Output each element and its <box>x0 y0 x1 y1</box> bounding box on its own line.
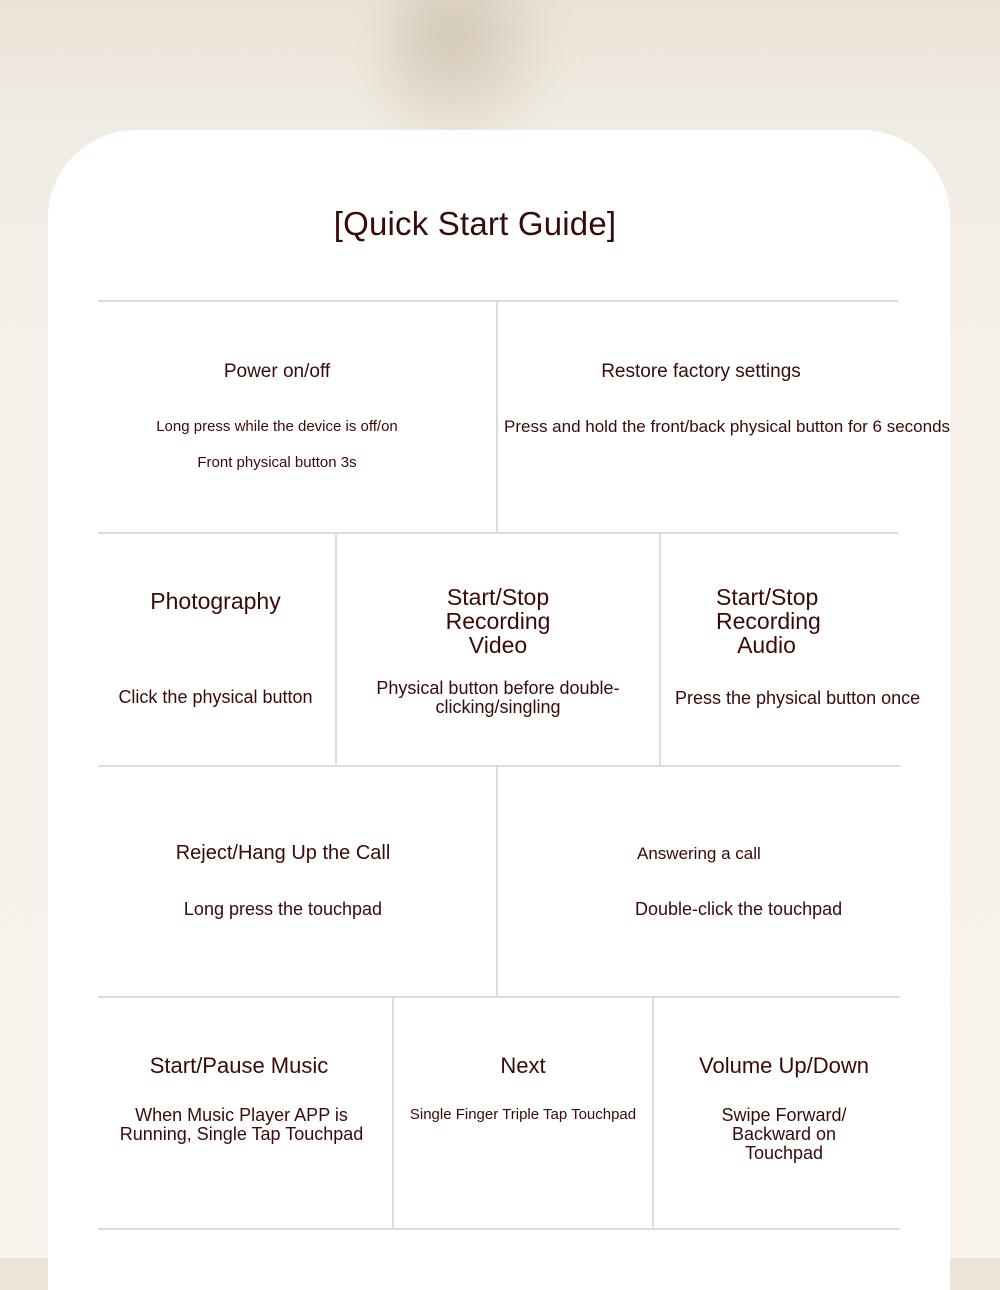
guide-cell-power <box>98 301 456 532</box>
guide-cell-audio <box>661 533 947 765</box>
cell-title: Photography <box>150 588 281 614</box>
cell-title: Restore factory settings <box>601 361 801 382</box>
cell-description: Swipe Forward/ Backward on Touchpad <box>721 1105 847 1163</box>
cell-description: Single Finger Triple Tap Touchpad <box>409 1106 637 1123</box>
cell-title: Start/Stop Recording Video <box>445 584 551 659</box>
cell-description: Press and hold the front/back physical button for 6 seconds <box>504 417 951 436</box>
page-title: [Quick Start Guide] <box>333 205 617 242</box>
cell-description: Click the physical button <box>118 687 313 707</box>
divider <box>98 1228 900 1230</box>
cell-title: Power on/off <box>223 361 331 382</box>
guide-cell-music <box>98 997 380 1228</box>
cell-description: Double-click the touchpad <box>635 899 843 919</box>
guide-cell-photography <box>98 533 333 765</box>
cell-description: Press the physical button once <box>675 688 921 708</box>
cell-description: Long press while the device is off/on <box>156 418 398 435</box>
cell-title: Start/Pause Music <box>149 1053 329 1078</box>
cell-title: Next <box>500 1053 546 1078</box>
guide-cell-next <box>394 997 652 1228</box>
guide-cell-answer-call <box>498 766 900 996</box>
guide-cell-reject-call <box>98 766 468 996</box>
guide-cell-video <box>337 533 659 765</box>
cell-description: Front physical button 3s <box>197 454 357 471</box>
cell-title: Answering a call <box>637 844 761 863</box>
cell-description: When Music Player APP is Running, Single Tap Touchpad <box>119 1105 364 1144</box>
cell-description: Long press the touchpad <box>183 899 383 919</box>
cell-title: Start/Stop Recording Audio <box>716 584 821 659</box>
guide-cell-restore <box>498 301 951 532</box>
cell-description: Physical button before double-clicking/singling <box>376 678 620 717</box>
cell-title: Volume Up/Down <box>699 1053 869 1078</box>
cell-title: Reject/Hang Up the Call <box>175 842 391 864</box>
guide-cell-volume <box>654 997 914 1228</box>
